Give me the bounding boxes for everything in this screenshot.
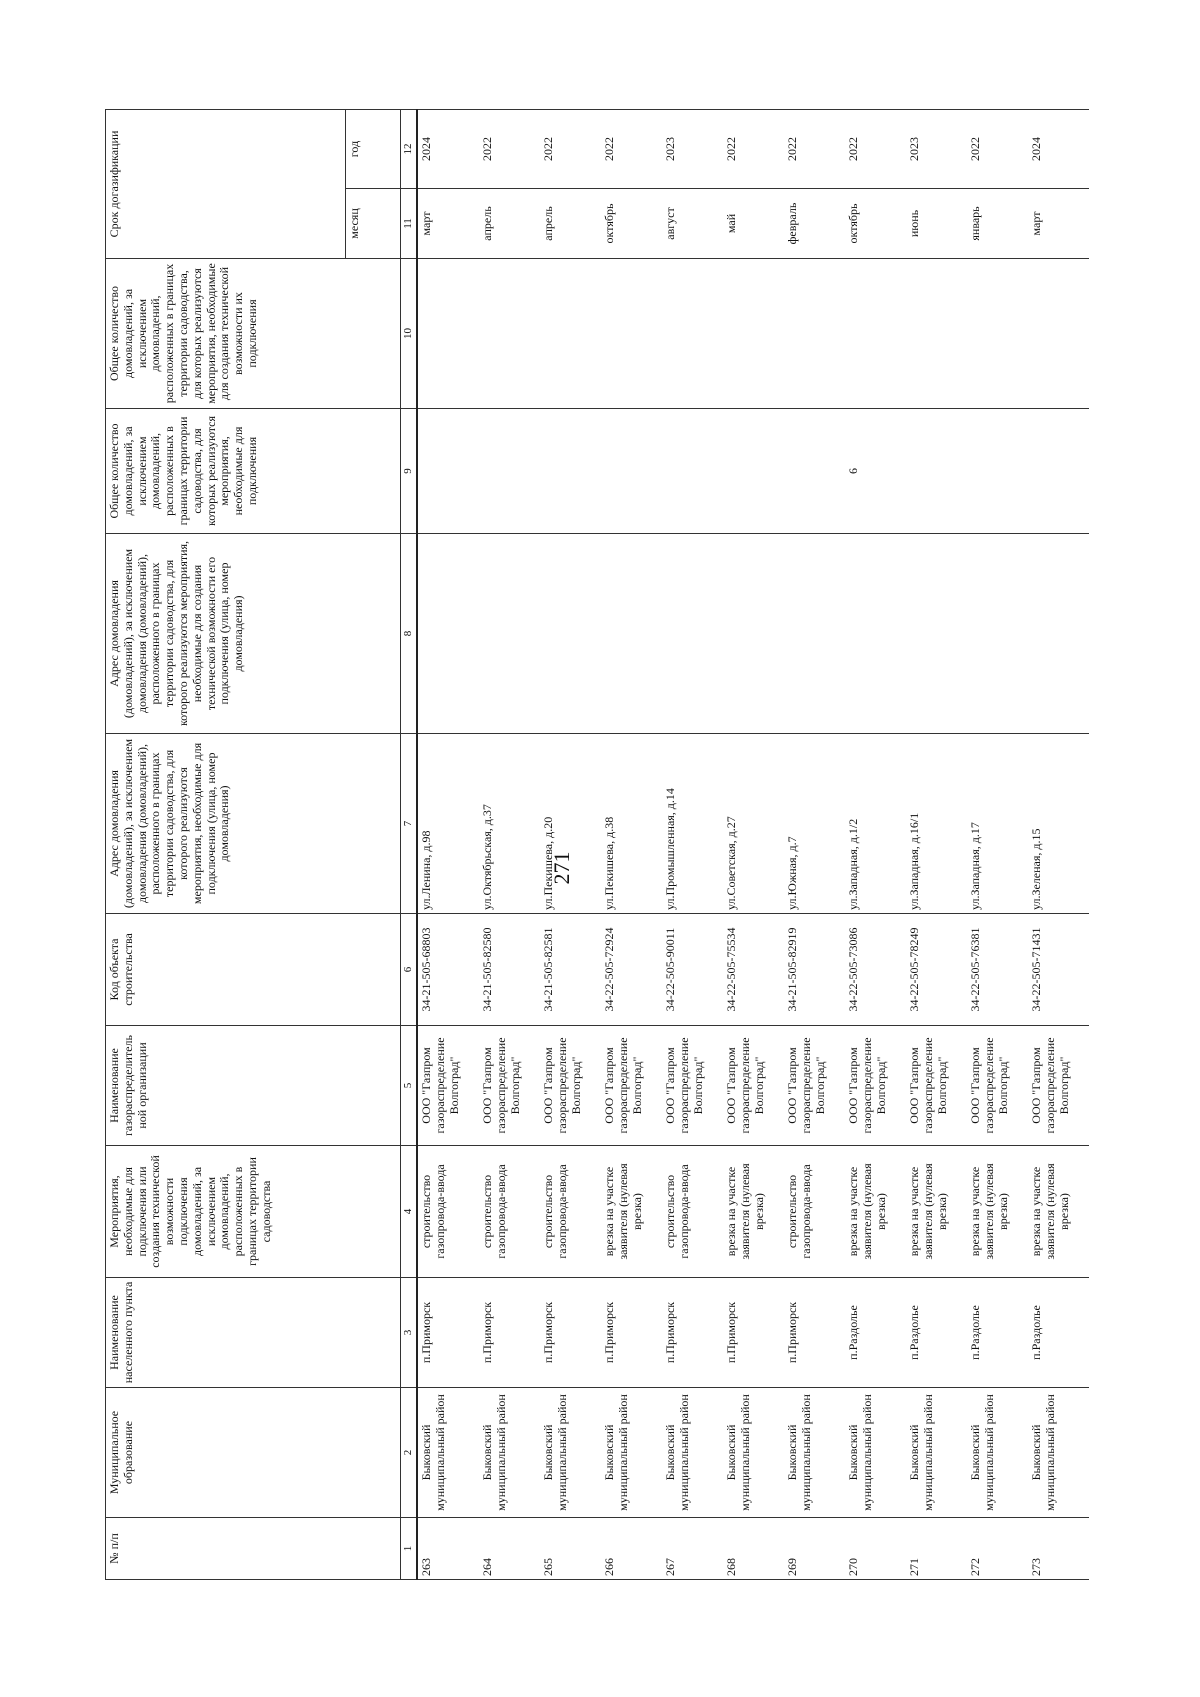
object-code-cell: 34-22-505-73086: [845, 914, 906, 1026]
header-col-8: Адрес домовладения (домовладений), за исключением домовладения (домовладений), расположенного в границах территории садоводства, для которого реализуются мероприятия, необходимые для создания технической возможности его подключения (улица, номер домовладения): [106, 534, 401, 734]
organization-cell: ООО "Газпром газораспределение Волгоград": [967, 1026, 1028, 1146]
header-col-7: Адрес домовладения (домовладений), за исключением домовладения (домовладений), расположенного в границах территории садоводства, для которого реализуются мероприятия, необходимые для подключения (улица, номер домовладения): [106, 734, 401, 914]
object-code-cell: 34-22-505-72924: [601, 914, 662, 1026]
organization-cell: ООО "Газпром газораспределение Волгоград": [723, 1026, 784, 1146]
tech-address-cell: [540, 534, 601, 734]
settlement-cell: п.Приморск: [662, 1278, 723, 1388]
header-col-3: Наименование населенного пункта: [106, 1278, 401, 1388]
tech-address-cell: [601, 534, 662, 734]
column-number: 1: [401, 1518, 418, 1580]
table-row: [540, 109, 601, 1579]
object-code-cell: 34-22-505-78249: [906, 914, 967, 1026]
year-cell: 2022: [601, 109, 662, 188]
row-number: 265: [540, 1518, 601, 1580]
table-row: [906, 109, 967, 1579]
connection-count-cell: [417, 409, 479, 534]
measure-cell: врезка на участке заявителя (нулевая врезка): [845, 1146, 906, 1278]
connection-address-cell: ул.Ленина, д.98: [417, 734, 479, 914]
row-number: 269: [784, 1518, 845, 1580]
object-code-cell: 34-21-505-82581: [540, 914, 601, 1026]
settlement-cell: п.Раздолье: [967, 1278, 1028, 1388]
tech-address-cell: [906, 534, 967, 734]
connection-address-cell: ул.Промышленная, д.14: [662, 734, 723, 914]
organization-cell: ООО "Газпром газораспределение Волгоград": [906, 1026, 967, 1146]
header-col-2: Муниципальное образование: [106, 1388, 401, 1518]
page-number: 271: [549, 851, 574, 885]
connection-address-cell: ул.Западная, д.16/1: [906, 734, 967, 914]
table-row: [967, 109, 1028, 1579]
table-row: [784, 109, 845, 1579]
measure-cell: строительство газопровода-ввода: [662, 1146, 723, 1278]
tech-count-cell: [1028, 259, 1089, 409]
header-col-4: Мероприятия, необходимые для подключения или создания технической возможности подключения домовладений, за исключением домовладений, расположенных в границах территории садоводства: [106, 1146, 401, 1278]
connection-address-cell: ул.Южная, д.7: [784, 734, 845, 914]
tech-address-cell: [1028, 534, 1089, 734]
connection-address-cell: ул.Советская, д.27: [723, 734, 784, 914]
measure-cell: врезка на участке заявителя (нулевая врезка): [1028, 1146, 1089, 1278]
organization-cell: ООО "Газпром газораспределение Волгоград": [662, 1026, 723, 1146]
tech-address-cell: [784, 534, 845, 734]
connection-count-cell: [784, 409, 845, 534]
month-cell: октябрь: [845, 189, 906, 259]
organization-cell: ООО "Газпром газораспределение Волгоград": [784, 1026, 845, 1146]
month-cell: март: [1028, 189, 1089, 259]
header-col-10: Общее количество домовладений, за исключением домовладений, расположенных в границах территории садоводства, для которых реализуются мероприятия, необходимые для создания технической возможности их подключения: [106, 259, 401, 409]
tech-count-cell: [479, 259, 540, 409]
measure-cell: строительство газопровода-ввода: [479, 1146, 540, 1278]
month-cell: январь: [967, 189, 1028, 259]
measure-cell: врезка на участке заявителя (нулевая врезка): [601, 1146, 662, 1278]
settlement-cell: п.Раздолье: [845, 1278, 906, 1388]
column-number: 11: [401, 189, 418, 259]
column-number: 6: [401, 914, 418, 1026]
column-number-row: [401, 109, 418, 1579]
tech-count-cell: [723, 259, 784, 409]
column-number: 12: [401, 109, 418, 188]
municipality-cell: Быковский муниципальный район: [784, 1388, 845, 1518]
month-cell: апрель: [479, 189, 540, 259]
header-col-6: Код объекта строительства: [106, 914, 401, 1026]
header-col-5: Наименование газораспределитель ной организации: [106, 1026, 401, 1146]
municipality-cell: Быковский муниципальный район: [845, 1388, 906, 1518]
settlement-cell: п.Приморск: [601, 1278, 662, 1388]
month-cell: март: [417, 189, 479, 259]
tech-address-cell: [479, 534, 540, 734]
connection-count-cell: 6: [845, 409, 906, 534]
tech-address-cell: [967, 534, 1028, 734]
year-cell: 2022: [845, 109, 906, 188]
settlement-cell: п.Приморск: [784, 1278, 845, 1388]
tech-address-cell: [723, 534, 784, 734]
column-number: 5: [401, 1026, 418, 1146]
header-col-9: Общее количество домовладений, за исключением домовладений, расположенных в границах территории садоводства, для которых реализуются мероприятия, необходимые для подключения: [106, 409, 401, 534]
month-cell: апрель: [540, 189, 601, 259]
rotated-table-wrapper: [105, 110, 1110, 1580]
gasification-table: [105, 109, 1089, 1580]
tech-count-cell: [845, 259, 906, 409]
year-cell: 2022: [784, 109, 845, 188]
connection-count-cell: [601, 409, 662, 534]
column-number: 4: [401, 1146, 418, 1278]
tech-count-cell: [540, 259, 601, 409]
object-code-cell: 34-21-505-82580: [479, 914, 540, 1026]
object-code-cell: 34-22-505-90011: [662, 914, 723, 1026]
connection-count-cell: [1028, 409, 1089, 534]
year-cell: 2024: [417, 109, 479, 188]
year-cell: 2022: [723, 109, 784, 188]
row-number: 268: [723, 1518, 784, 1580]
municipality-cell: Быковский муниципальный район: [417, 1388, 479, 1518]
year-cell: 2022: [967, 109, 1028, 188]
settlement-cell: п.Раздолье: [1028, 1278, 1089, 1388]
connection-count-cell: [906, 409, 967, 534]
municipality-cell: Быковский муниципальный район: [540, 1388, 601, 1518]
table-row: [723, 109, 784, 1579]
row-number: 270: [845, 1518, 906, 1580]
table-row: [1028, 109, 1089, 1579]
settlement-cell: п.Приморск: [417, 1278, 479, 1388]
row-number: 263: [417, 1518, 479, 1580]
row-number: 271: [906, 1518, 967, 1580]
connection-address-cell: ул.Западная, д.1/2: [845, 734, 906, 914]
column-number: 3: [401, 1278, 418, 1388]
municipality-cell: Быковский муниципальный район: [1028, 1388, 1089, 1518]
table-header: [106, 109, 418, 1579]
year-cell: 2023: [662, 109, 723, 188]
year-cell: 2022: [540, 109, 601, 188]
header-col-11-12: Срок догазификации: [106, 109, 346, 258]
connection-count-cell: [967, 409, 1028, 534]
measure-cell: врезка на участке заявителя (нулевая врезка): [723, 1146, 784, 1278]
header-col-11: месяц: [346, 189, 401, 259]
measure-cell: врезка на участке заявителя (нулевая врезка): [967, 1146, 1028, 1278]
table-row: [601, 109, 662, 1579]
table-row: [662, 109, 723, 1579]
connection-count-cell: [723, 409, 784, 534]
object-code-cell: 34-21-505-82919: [784, 914, 845, 1026]
column-number: 2: [401, 1388, 418, 1518]
month-cell: октябрь: [601, 189, 662, 259]
settlement-cell: п.Приморск: [723, 1278, 784, 1388]
row-number: 266: [601, 1518, 662, 1580]
year-cell: 2023: [906, 109, 967, 188]
year-cell: 2024: [1028, 109, 1089, 188]
tech-count-cell: [601, 259, 662, 409]
header-col-1: № п/п: [106, 1518, 401, 1580]
tech-address-cell: [417, 534, 479, 734]
measure-cell: врезка на участке заявителя (нулевая врезка): [906, 1146, 967, 1278]
tech-count-cell: [906, 259, 967, 409]
tech-address-cell: [662, 534, 723, 734]
connection-count-cell: [479, 409, 540, 534]
header-col-12: год: [346, 109, 401, 188]
table-row: [845, 109, 906, 1579]
table-row: [479, 109, 540, 1579]
month-cell: февраль: [784, 189, 845, 259]
municipality-cell: Быковский муниципальный район: [479, 1388, 540, 1518]
row-number: 272: [967, 1518, 1028, 1580]
tech-count-cell: [967, 259, 1028, 409]
connection-count-cell: [662, 409, 723, 534]
organization-cell: ООО "Газпром газораспределение Волгоград": [845, 1026, 906, 1146]
year-cell: 2022: [479, 109, 540, 188]
tech-address-cell: [845, 534, 906, 734]
connection-address-cell: ул.Пекишева, д.20: [540, 734, 601, 914]
organization-cell: ООО "Газпром газораспределение Волгоград": [1028, 1026, 1089, 1146]
connection-address-cell: ул.Зеленая, д.15: [1028, 734, 1089, 914]
month-cell: июнь: [906, 189, 967, 259]
row-number: 267: [662, 1518, 723, 1580]
object-code-cell: 34-22-505-71431: [1028, 914, 1089, 1026]
connection-address-cell: ул.Пекишева, д.38: [601, 734, 662, 914]
measure-cell: строительство газопровода-ввода: [784, 1146, 845, 1278]
column-number: 8: [401, 534, 418, 734]
tech-count-cell: [662, 259, 723, 409]
organization-cell: ООО "Газпром газораспределение Волгоград": [540, 1026, 601, 1146]
municipality-cell: Быковский муниципальный район: [723, 1388, 784, 1518]
municipality-cell: Быковский муниципальный район: [906, 1388, 967, 1518]
municipality-cell: Быковский муниципальный район: [662, 1388, 723, 1518]
table-row: [417, 109, 479, 1579]
connection-address-cell: ул.Октябрьская, д.37: [479, 734, 540, 914]
row-number: 273: [1028, 1518, 1089, 1580]
tech-count-cell: [417, 259, 479, 409]
month-cell: август: [662, 189, 723, 259]
tech-count-cell: [784, 259, 845, 409]
row-number: 264: [479, 1518, 540, 1580]
municipality-cell: Быковский муниципальный район: [601, 1388, 662, 1518]
measure-cell: строительство газопровода-ввода: [540, 1146, 601, 1278]
connection-count-cell: [540, 409, 601, 534]
connection-address-cell: ул.Западная, д.17: [967, 734, 1028, 914]
municipality-cell: Быковский муниципальный район: [967, 1388, 1028, 1518]
organization-cell: ООО "Газпром газораспределение Волгоград": [601, 1026, 662, 1146]
settlement-cell: п.Приморск: [540, 1278, 601, 1388]
organization-cell: ООО "Газпром газораспределение Волгоград": [417, 1026, 479, 1146]
object-code-cell: 34-22-505-75534: [723, 914, 784, 1026]
organization-cell: ООО "Газпром газораспределение Волгоград": [479, 1026, 540, 1146]
object-code-cell: 34-22-505-76381: [967, 914, 1028, 1026]
table-body: [417, 109, 1089, 1579]
settlement-cell: п.Приморск: [479, 1278, 540, 1388]
column-number: 10: [401, 259, 418, 409]
column-number: 7: [401, 734, 418, 914]
measure-cell: строительство газопровода-ввода: [417, 1146, 479, 1278]
column-number: 9: [401, 409, 418, 534]
object-code-cell: 34-21-505-68803: [417, 914, 479, 1026]
month-cell: май: [723, 189, 784, 259]
settlement-cell: п.Раздолье: [906, 1278, 967, 1388]
